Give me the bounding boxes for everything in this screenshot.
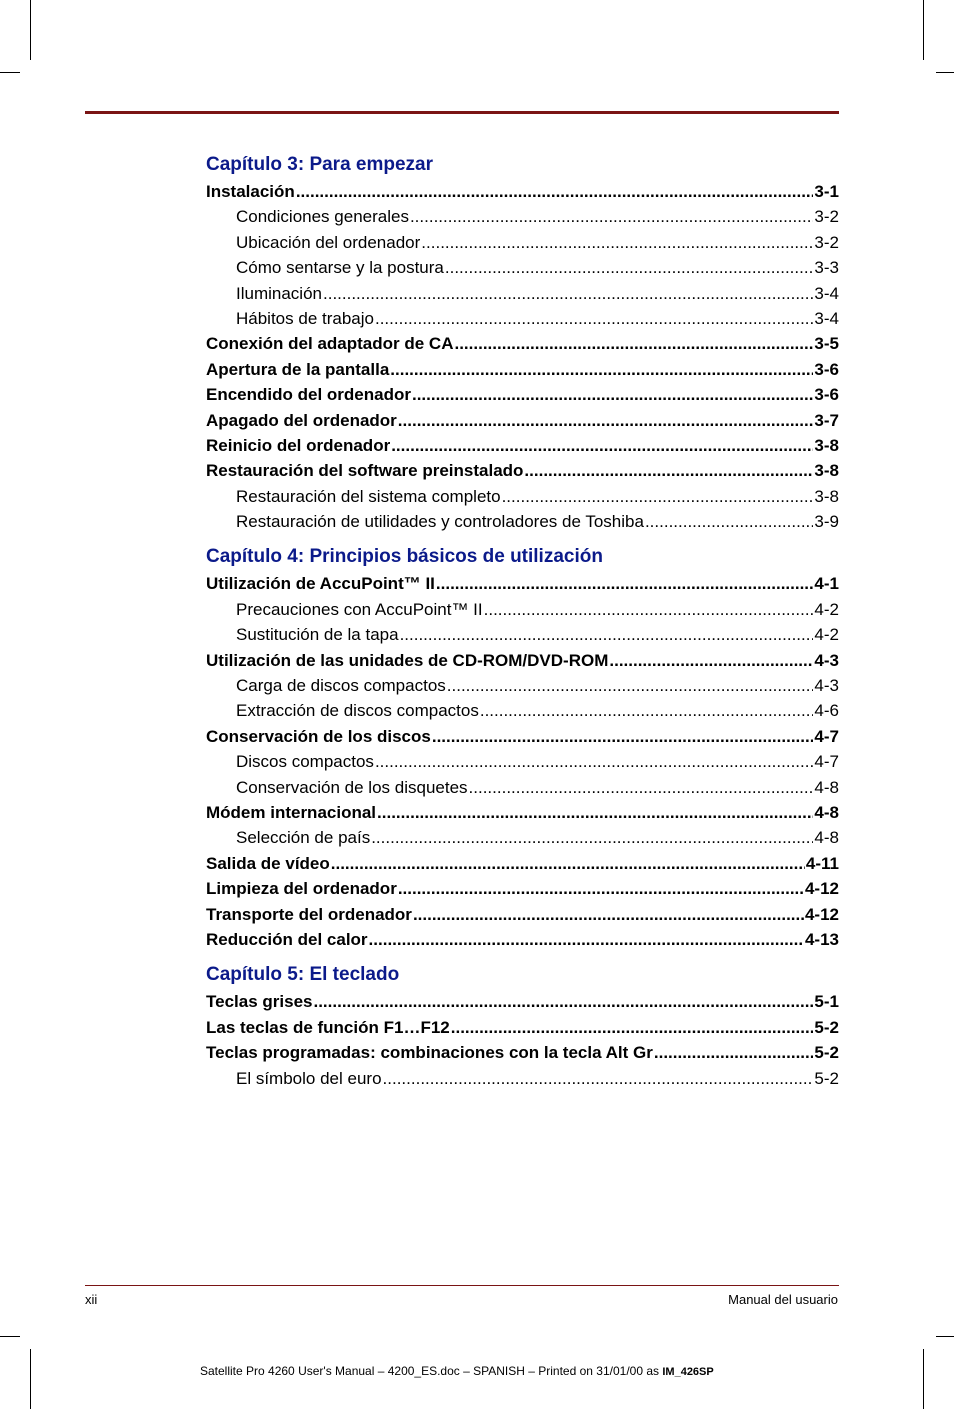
- toc-subsection-entry[interactable]: [206, 255, 839, 280]
- entry-title: Apagado del ordenador: [206, 410, 397, 430]
- entry-page-number: 4-11: [805, 853, 839, 873]
- entry-page-number: 3-6: [814, 385, 839, 405]
- entry-title: Instalación: [206, 182, 295, 201]
- dot-leader: [377, 800, 813, 825]
- dot-leader: [445, 255, 814, 280]
- entry-title: Teclas grises: [206, 992, 313, 1012]
- entry-page-number: 3-5: [814, 334, 839, 354]
- dot-leader: [369, 927, 804, 952]
- toc-section-entry[interactable]: [206, 382, 839, 407]
- dot-leader: [371, 825, 813, 850]
- dot-leader: [412, 382, 813, 407]
- toc-section-entry[interactable]: [206, 902, 839, 927]
- dot-leader: [375, 749, 813, 774]
- entry-title: Condiciones generales: [236, 207, 409, 227]
- toc-subsection-entry[interactable]: [206, 673, 839, 698]
- dot-leader: [432, 724, 814, 749]
- dot-leader: [398, 876, 804, 901]
- crop-mark-bottom-left-vertical: [30, 1349, 31, 1409]
- dot-leader: [454, 331, 813, 356]
- entry-page-number: 3-9: [814, 512, 839, 532]
- entry-title: Salida de vídeo: [206, 853, 330, 873]
- dot-leader: [451, 1015, 814, 1040]
- toc-subsection-entry[interactable]: [206, 484, 839, 509]
- dot-leader: [398, 408, 814, 433]
- chapter-heading[interactable]: Capítulo 3: Para empezar: [206, 154, 434, 175]
- chapter-heading[interactable]: Capítulo 5: El teclado: [206, 964, 400, 986]
- entry-title: Conservación de los discos: [206, 726, 431, 746]
- entry-title: Teclas programadas: combinaciones con la tecla Alt Gr: [206, 1043, 653, 1063]
- toc-subsection-entry[interactable]: [206, 622, 839, 647]
- dot-leader: [383, 1066, 814, 1091]
- entry-title: Extracción de discos compactos: [236, 701, 479, 721]
- entry-title: Precauciones con AccuPoint™ II: [236, 599, 483, 619]
- crop-mark-bottom-right-vertical: [923, 1349, 924, 1409]
- entry-page-number: 5-1: [814, 992, 839, 1012]
- dot-leader: [413, 902, 804, 927]
- entry-title: Restauración del sistema completo: [236, 486, 501, 506]
- dot-leader: [469, 775, 814, 800]
- document-code: IM_426SP: [662, 1366, 714, 1378]
- entry-page-number: 4-8: [814, 802, 839, 822]
- entry-page-number: 3-8: [814, 461, 839, 481]
- toc-section-entry[interactable]: [206, 571, 839, 596]
- entry-title: Discos compactos: [236, 752, 374, 772]
- toc-subsection-entry[interactable]: [206, 825, 839, 850]
- entry-title: Encendido del ordenador: [206, 385, 411, 405]
- entry-title: Reducción del calor: [206, 929, 368, 949]
- toc-section-entry[interactable]: [206, 458, 839, 483]
- print-info-text: Satellite Pro 4260 User's Manual – 4200_ES.doc – SPANISH – Printed on 31/01/00 as: [200, 1364, 660, 1378]
- entry-title: Iluminación: [236, 283, 322, 303]
- entry-page-number: 3-8: [814, 435, 839, 455]
- dot-leader: [436, 571, 814, 596]
- entry-page-number: 3-4: [814, 283, 839, 303]
- dot-leader: [400, 622, 814, 647]
- entry-page-number: 4-3: [814, 650, 839, 670]
- entry-title: Ubicación del ordenador: [236, 232, 421, 252]
- dot-leader: [323, 281, 813, 306]
- toc-section-entry[interactable]: [206, 1015, 839, 1040]
- entry-page-number: 3-4: [814, 308, 839, 328]
- entry-page-number: 3-7: [814, 410, 839, 430]
- entry-title: Las teclas de función F1…F12: [206, 1017, 450, 1037]
- dot-leader: [447, 673, 814, 698]
- entry-title: Restauración de utilidades y controladores de Toshiba: [236, 512, 644, 532]
- toc-section-entry[interactable]: [206, 800, 839, 825]
- entry-title: Selección de país: [236, 828, 371, 848]
- entry-page-number: 5-2: [814, 1017, 839, 1037]
- entry-title: Hábitos de trabajo: [236, 308, 374, 328]
- dot-leader: [609, 648, 813, 673]
- dot-leader: [313, 989, 813, 1014]
- entry-title: Módem internacional: [206, 802, 377, 822]
- entry-title: Sustitución de la tapa: [236, 625, 399, 645]
- entry-title: Reinicio del ordenador: [206, 435, 391, 455]
- entry-title: Carga de discos compactos: [236, 676, 446, 696]
- entry-page-number: 4-2: [814, 599, 839, 619]
- entry-page-number: 5-2: [814, 1043, 839, 1063]
- entry-page-number: 4-7: [814, 752, 839, 772]
- dot-leader: [410, 204, 813, 229]
- toc-section-entry[interactable]: [206, 851, 839, 876]
- toc-section-entry[interactable]: [206, 724, 839, 749]
- entry-page-number: 5-2: [814, 1068, 839, 1088]
- entry-page-number: 4-6: [814, 701, 839, 721]
- footer-rule: [85, 1285, 839, 1286]
- toc-subsection-entry[interactable]: [206, 597, 839, 622]
- crop-mark-top-left-vertical: [30, 0, 31, 60]
- entry-title: Conservación de los disquetes: [236, 777, 468, 797]
- header-rule: [85, 111, 839, 114]
- toc-section-entry[interactable]: [206, 876, 839, 901]
- toc-subsection-entry[interactable]: [206, 1066, 839, 1091]
- toc-section-entry[interactable]: [206, 357, 839, 382]
- toc-section-entry[interactable]: [206, 331, 839, 356]
- footer-page-number: xii: [85, 1292, 98, 1307]
- toc-subsection-entry[interactable]: [206, 775, 839, 800]
- entry-page-number: 4-1: [814, 574, 839, 594]
- toc-subsection-entry[interactable]: [206, 509, 839, 534]
- entry-title: El símbolo del euro: [236, 1068, 382, 1088]
- entry-page-number: 3-3: [814, 258, 839, 278]
- chapter-heading[interactable]: Capítulo 4: Principios básicos de utilización: [206, 546, 603, 568]
- entry-page-number: 4-7: [814, 726, 839, 746]
- entry-page-number: 3-1: [814, 182, 839, 201]
- entry-page-number: 4-13: [804, 929, 839, 949]
- toc-subsection-entry[interactable]: [206, 698, 839, 723]
- crop-mark-top-right-horizontal: [936, 72, 954, 73]
- footer-manual-title: Manual del usuario: [728, 1292, 838, 1307]
- toc-section-entry[interactable]: [206, 408, 839, 433]
- toc-subsection-entry[interactable]: [206, 204, 839, 229]
- entry-title: Limpieza del ordenador: [206, 879, 397, 899]
- entry-page-number: 4-8: [814, 777, 839, 797]
- entry-title: Utilización de AccuPoint™ II: [206, 574, 435, 594]
- crop-mark-top-right-vertical: [923, 0, 924, 60]
- dot-leader: [421, 230, 813, 255]
- print-info-line: [200, 1364, 714, 1378]
- toc-section-entry[interactable]: [206, 927, 839, 952]
- entry-title: Restauración del software preinstalado: [206, 461, 524, 481]
- dot-leader: [390, 357, 813, 382]
- dot-leader: [654, 1040, 814, 1065]
- entry-title: Apertura de la pantalla: [206, 359, 390, 379]
- dot-leader: [502, 484, 814, 509]
- toc-subsection-entry[interactable]: [206, 281, 839, 306]
- entry-title: Utilización de las unidades de CD-ROM/DVD-ROM: [206, 650, 609, 670]
- dot-leader: [331, 851, 805, 876]
- dot-leader: [524, 458, 813, 483]
- toc-subsection-entry[interactable]: [206, 306, 839, 331]
- entry-page-number: 4-2: [814, 625, 839, 645]
- entry-page-number: 4-8: [814, 828, 839, 848]
- dot-leader: [484, 597, 814, 622]
- toc-section-entry[interactable]: [206, 1040, 839, 1065]
- toc-subsection-entry[interactable]: [206, 749, 839, 774]
- dot-leader: [375, 306, 813, 331]
- entry-page-number: 3-2: [814, 207, 839, 227]
- dot-leader: [296, 179, 814, 204]
- entry-page-number: 4-12: [804, 879, 839, 899]
- entry-page-number: 3-8: [814, 486, 839, 506]
- crop-mark-bottom-right-horizontal: [936, 1336, 954, 1337]
- toc-subsection-entry[interactable]: [206, 230, 839, 255]
- dot-leader: [645, 509, 813, 534]
- entry-title: Conexión del adaptador de CA: [206, 334, 454, 354]
- entry-page-number: 4-3: [814, 676, 839, 696]
- entry-page-number: 4-12: [804, 904, 839, 924]
- entry-page-number: 3-6: [814, 359, 839, 379]
- entry-page-number: 3-2: [814, 232, 839, 252]
- dot-leader: [391, 433, 813, 458]
- table-of-contents: [206, 150, 839, 1091]
- dot-leader: [480, 698, 814, 723]
- toc-section-entry[interactable]: [206, 989, 839, 1014]
- toc-section-entry[interactable]: [206, 648, 839, 673]
- entry-title: Cómo sentarse y la postura: [236, 258, 444, 278]
- crop-mark-bottom-left-horizontal: [0, 1336, 20, 1337]
- entry-title: Transporte del ordenador: [206, 904, 412, 924]
- crop-mark-top-left-horizontal: [0, 72, 20, 73]
- toc-section-entry[interactable]: [206, 179, 839, 204]
- toc-section-entry[interactable]: [206, 433, 839, 458]
